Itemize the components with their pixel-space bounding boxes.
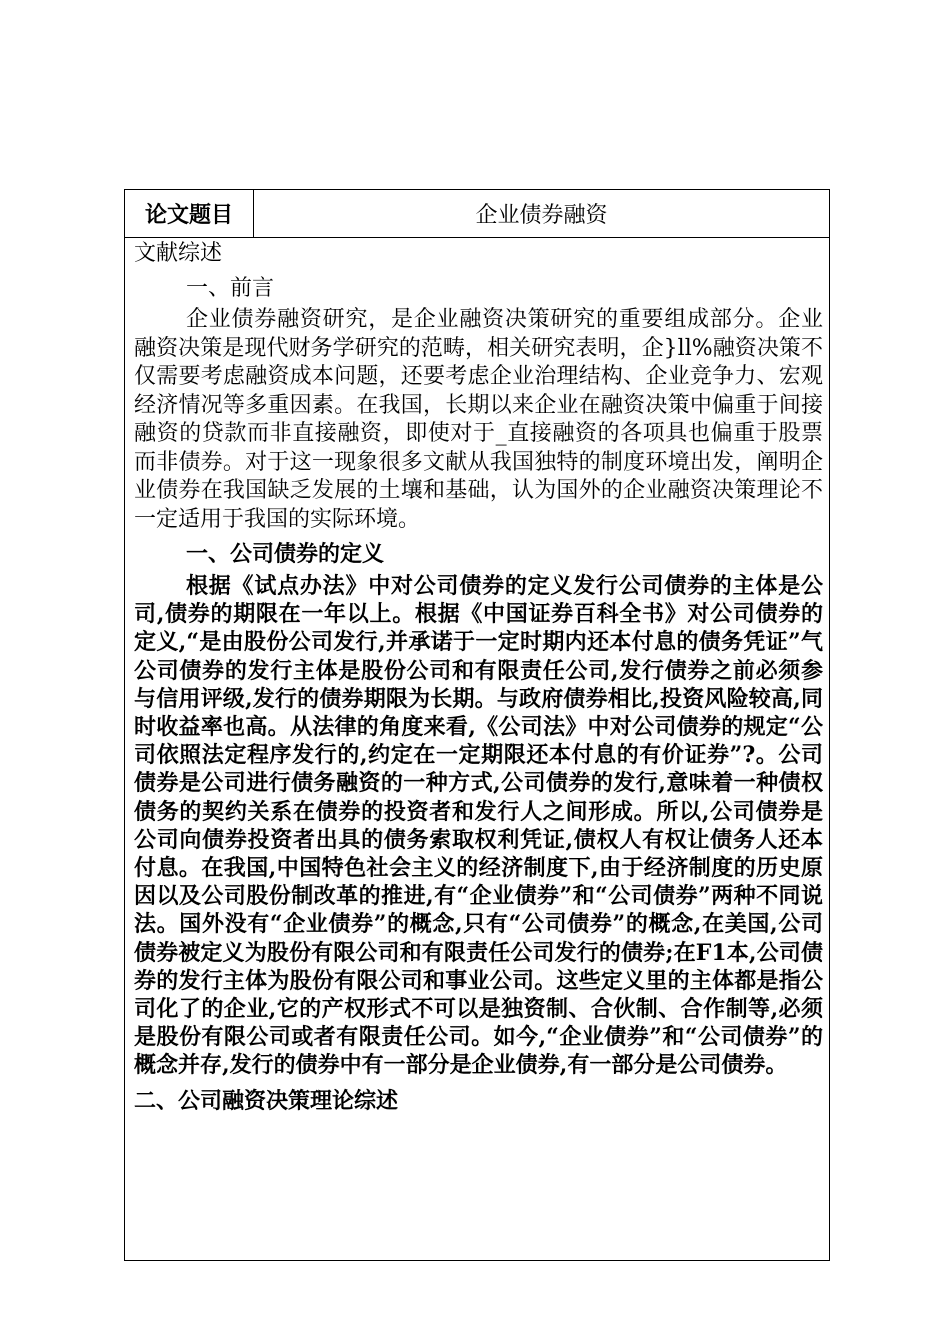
definition-paragraph: 根据《试点办法》中对公司债券的定义发行公司债券的主体是公司,债券的期限在一年以上。根据《中国证券百科全书》对公司债券的定义,“是由股份公司发行,并承诺于一定时期内还本付息的债务凭证”气公司债券的发行主体是股份公司和有限责任公司,发行债券之前必须参与信用评级,发行的债券期限为长期。与政府债券相比,投资风险较高,同时收益率也高。从法律的角度来看,《公司法》中对公司债券的规定“公司依照法定程序发行的,约定在一定期限还本付息的有价证券”?。公司债券是公司进行债务融资的一种方式,公司债券的发行,意味着一种债权债务的契约关系在债券的投资者和发行人之间形成。所以,公司债券是公司向债券投资者出具的债务索取权利凭证,债权人有权让债务人还本付息。在我国,中国特色社会主义的经济制度下,由于经济制度的历史原因以及公司股份制改革的推进,有“企业债券”和“公司债券”两种不同说法。国外没有“企业债券”的概念,只有“公司债券”的概念,在美国,公司债券被定义为股份有限公司和有限责任公司发行的债券;在F1本,公司债券的发行主体为股份有限公司和事业公司。这些定义里的主体都是指公司化了的企业,它的产权形式不可以是独资制、合伙制、合作制等,必须是股份有限公司或者有限责任公司。如今,“企业债券”和“公司债券”的概念并存,发行的债券中有一部分是企业债券,有一部分是公司债券。 [134, 573, 823, 1079]
thesis-title: 企业债券融资 [475, 203, 608, 228]
literature-review-body [125, 238, 829, 1118]
title-row [125, 190, 829, 238]
intro-heading: 一、前言 [186, 276, 275, 301]
thesis-title-label: 论文题目 [125, 190, 254, 237]
intro-paragraph: 企业债券融资研究，是企业融资决策研究的重要组成部分。企业融资决策是现代财务学研究的范畴，相关研究表明，企}ll%融资决策不仅需要考虑融资成本问题，还要考虑企业治理结构、企业竞争力、宏观经济情况等多重因素。在我国，长期以来企业在融资决策中偏重于间接融资的贷款而非直接融资，即使对于_直接融资的各项具也偏重于股票而非债券。对于这一现象很多文献从我国独特的制度环境出发，阐明企业债券在我国缺乏发展的土壤和基础，认为国外的企业融资决策理论不一定适用于我国的实际环境。 [134, 307, 823, 532]
document-table [124, 189, 830, 1261]
theory-heading: 二、公司融资决策理论综述 [134, 1087, 399, 1114]
definition-heading: 一、公司债券的定义 [186, 541, 385, 567]
section-label: 文献综述 [134, 241, 223, 266]
